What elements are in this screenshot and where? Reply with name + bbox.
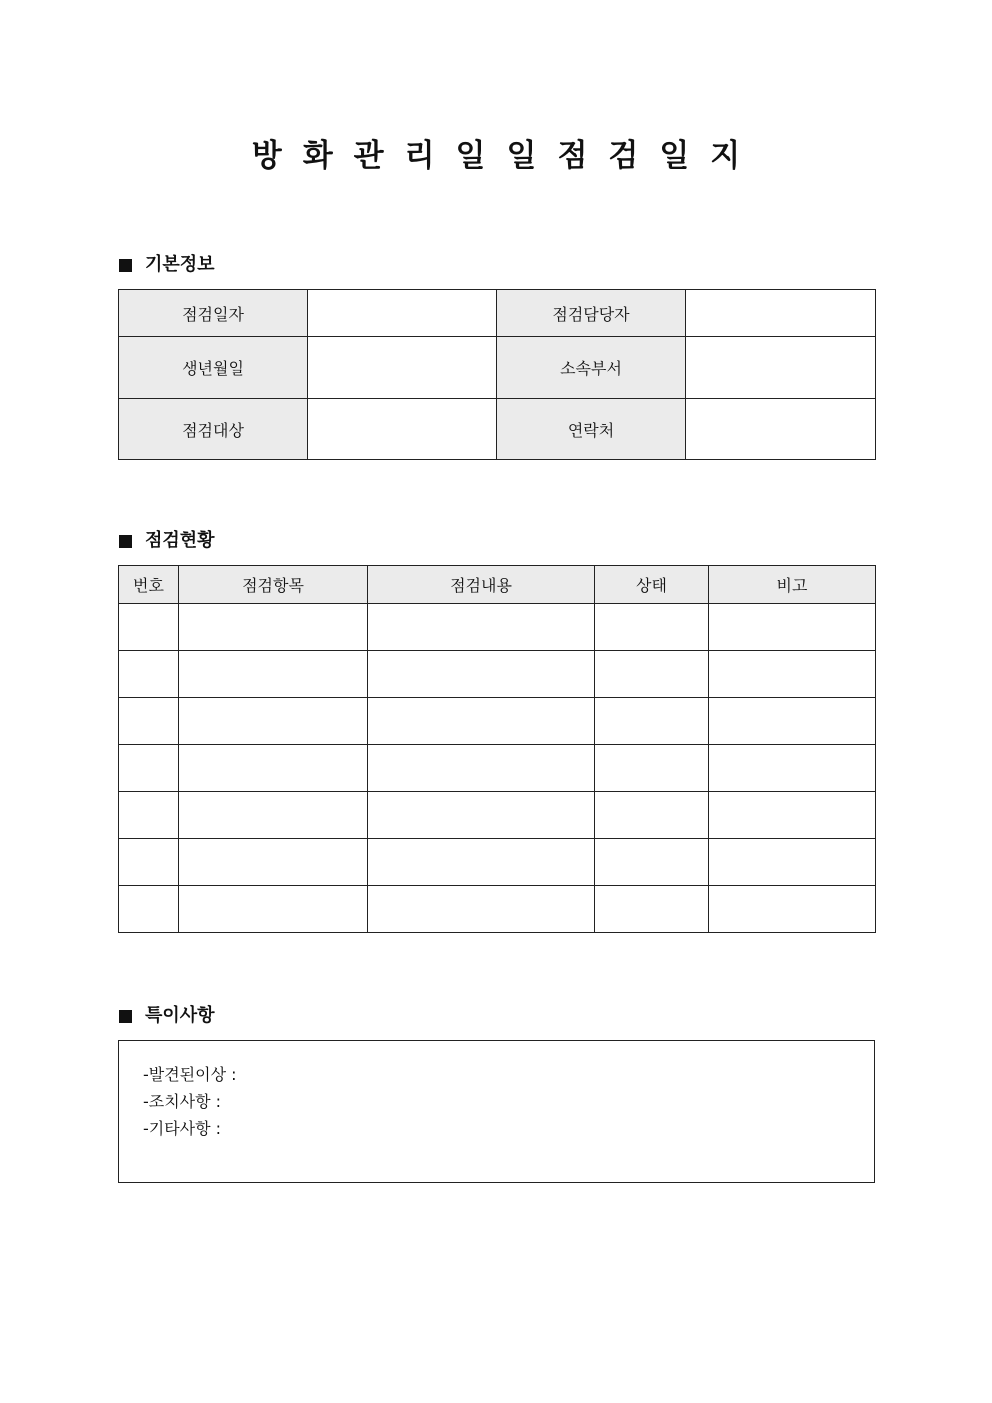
square-bullet-icon bbox=[119, 1010, 132, 1023]
square-bullet-icon bbox=[119, 259, 132, 272]
table-cell[interactable] bbox=[179, 604, 368, 651]
section-heading-inspection-status bbox=[119, 529, 215, 553]
inspector-field[interactable] bbox=[686, 290, 876, 337]
column-header-item: 점검항목 bbox=[179, 566, 368, 604]
table-cell[interactable] bbox=[368, 698, 595, 745]
table-row bbox=[119, 698, 876, 745]
table-cell[interactable] bbox=[595, 886, 709, 933]
table-cell[interactable] bbox=[119, 792, 179, 839]
table-cell[interactable] bbox=[709, 839, 876, 886]
table-cell[interactable] bbox=[709, 604, 876, 651]
table-row bbox=[119, 290, 876, 337]
table-cell[interactable] bbox=[595, 698, 709, 745]
contact-field[interactable] bbox=[686, 399, 876, 460]
table-cell[interactable] bbox=[368, 651, 595, 698]
table-cell[interactable] bbox=[709, 698, 876, 745]
inspection-date-label: 점검일자 bbox=[119, 290, 308, 337]
section-heading-remarks bbox=[119, 1004, 215, 1028]
table-row bbox=[119, 399, 876, 460]
table-cell[interactable] bbox=[368, 886, 595, 933]
table-row bbox=[119, 337, 876, 399]
contact-label: 연락처 bbox=[497, 399, 686, 460]
table-row bbox=[119, 792, 876, 839]
table-row bbox=[119, 604, 876, 651]
department-field[interactable] bbox=[686, 337, 876, 399]
inspection-target-field[interactable] bbox=[308, 399, 497, 460]
section-heading-label: 기본정보 bbox=[145, 254, 215, 275]
table-cell[interactable] bbox=[119, 745, 179, 792]
page-title: 방화관리일일점검일지 bbox=[251, 138, 762, 174]
table-row bbox=[119, 745, 876, 792]
table-cell[interactable] bbox=[179, 745, 368, 792]
table-cell[interactable] bbox=[709, 792, 876, 839]
table-row bbox=[119, 651, 876, 698]
column-header-number: 번호 bbox=[119, 566, 179, 604]
table-cell[interactable] bbox=[709, 651, 876, 698]
table-cell[interactable] bbox=[179, 886, 368, 933]
table-cell[interactable] bbox=[179, 698, 368, 745]
remark-other: -기타사항 : bbox=[143, 1119, 222, 1138]
table-cell[interactable] bbox=[368, 839, 595, 886]
square-bullet-icon bbox=[119, 535, 132, 548]
birth-date-field[interactable] bbox=[308, 337, 497, 399]
section-heading-label: 점검현황 bbox=[145, 530, 215, 551]
column-header-status: 상태 bbox=[595, 566, 709, 604]
section-heading-label: 특이사항 bbox=[145, 1005, 215, 1026]
table-cell[interactable] bbox=[119, 698, 179, 745]
table-cell[interactable] bbox=[368, 745, 595, 792]
table-cell[interactable] bbox=[179, 839, 368, 886]
table-cell[interactable] bbox=[595, 792, 709, 839]
table-cell[interactable] bbox=[709, 886, 876, 933]
table-cell[interactable] bbox=[119, 604, 179, 651]
department-label: 소속부서 bbox=[497, 337, 686, 399]
table-row bbox=[119, 839, 876, 886]
table-cell[interactable] bbox=[595, 839, 709, 886]
basic-info-table bbox=[118, 289, 876, 460]
table-cell[interactable] bbox=[595, 604, 709, 651]
remarks-box[interactable] bbox=[118, 1040, 875, 1183]
table-cell[interactable] bbox=[119, 651, 179, 698]
remark-found-issue: -발견된이상 : bbox=[143, 1065, 237, 1084]
birth-date-label: 생년월일 bbox=[119, 337, 308, 399]
table-cell[interactable] bbox=[368, 604, 595, 651]
table-header-row bbox=[119, 566, 876, 604]
section-heading-basic-info bbox=[119, 253, 215, 277]
column-header-note: 비고 bbox=[709, 566, 876, 604]
table-cell[interactable] bbox=[595, 745, 709, 792]
remark-action-taken: -조치사항 : bbox=[143, 1092, 222, 1111]
table-cell[interactable] bbox=[119, 886, 179, 933]
table-cell[interactable] bbox=[368, 792, 595, 839]
table-cell[interactable] bbox=[179, 651, 368, 698]
inspection-target-label: 점검대상 bbox=[119, 399, 308, 460]
inspection-status-table bbox=[118, 565, 876, 933]
table-cell[interactable] bbox=[119, 839, 179, 886]
table-row bbox=[119, 886, 876, 933]
table-cell[interactable] bbox=[179, 792, 368, 839]
column-header-content: 점검내용 bbox=[368, 566, 595, 604]
inspector-label: 점검담당자 bbox=[497, 290, 686, 337]
table-cell[interactable] bbox=[709, 745, 876, 792]
table-cell[interactable] bbox=[595, 651, 709, 698]
inspection-date-field[interactable] bbox=[308, 290, 497, 337]
